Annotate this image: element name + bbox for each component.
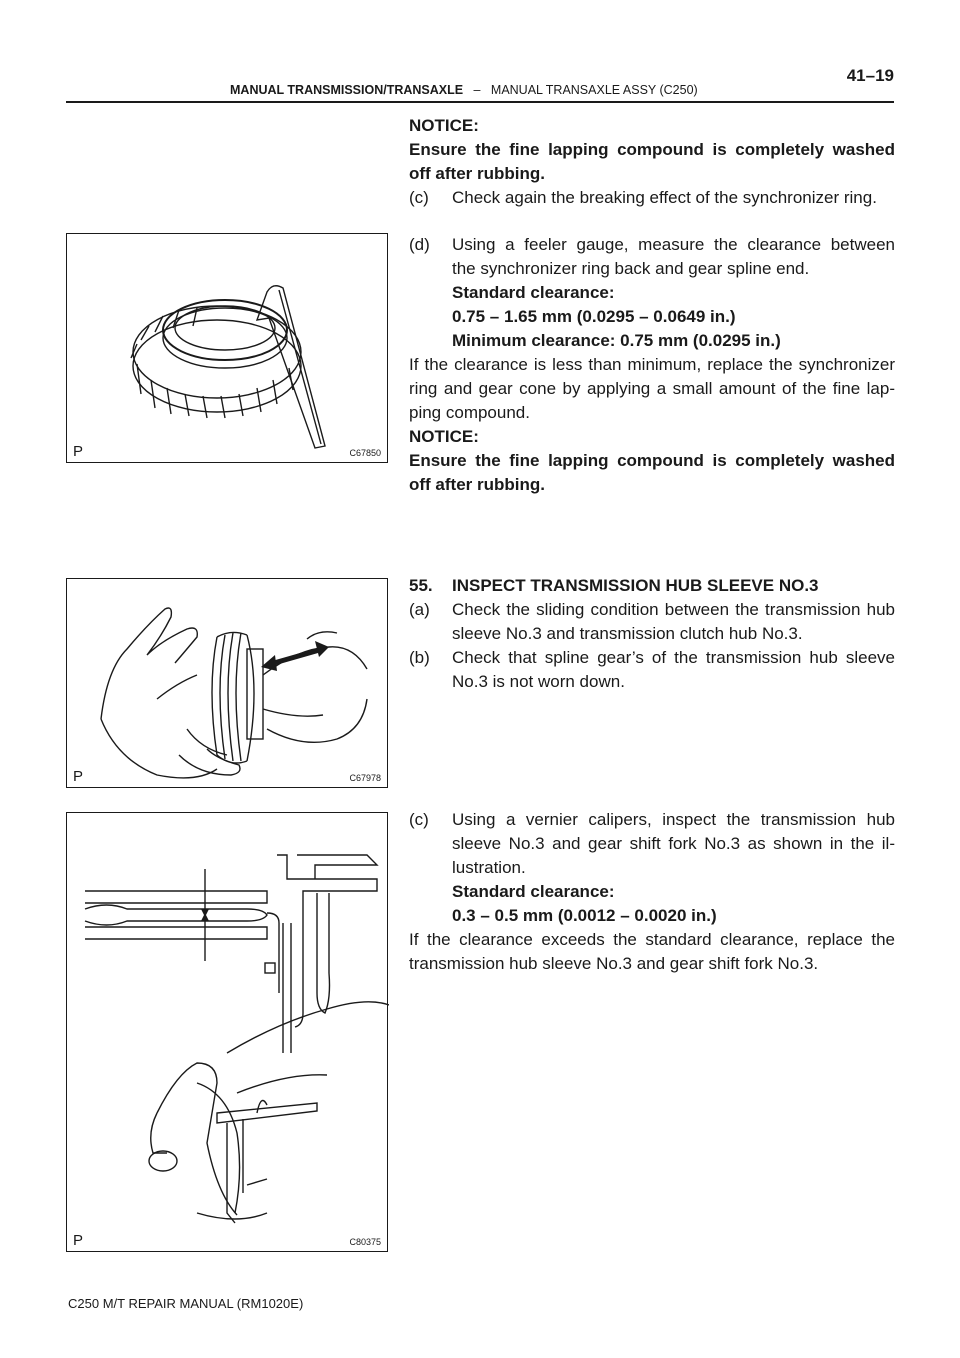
page-number: 41–19 xyxy=(846,66,894,85)
step-c-vernier xyxy=(409,808,895,928)
replace-para-line-2: ring and gear cone by applying a small amount of the fine lap- xyxy=(409,379,895,398)
step-c-synchronizer xyxy=(409,186,895,210)
step-c2-line-1: Using a vernier calipers, inspect the transmission hub xyxy=(452,810,895,829)
notice-1-line-1: Ensure the fine lapping compound is completely washed xyxy=(409,140,895,159)
header-section: MANUAL TRANSMISSION/TRANSAXLE xyxy=(230,83,464,97)
replace-para-line-1: If the clearance is less than minimum, replace the synchronizer xyxy=(409,355,895,374)
figure-1-marker: P xyxy=(73,443,84,460)
section-55-text: INSPECT TRANSMISSION HUB SLEEVE NO.3 xyxy=(452,576,819,595)
text-block-4 xyxy=(409,808,895,976)
header-rule xyxy=(66,101,894,103)
step-a-line-1: Check the sliding condition between the transmission hub xyxy=(452,600,895,619)
notice-label-1: NOTICE: xyxy=(409,116,479,135)
standard-clearance-label-2: Standard clearance: xyxy=(452,882,615,901)
step-a-sliding xyxy=(409,598,895,646)
step-b-spline xyxy=(409,646,895,694)
standard-clearance-value-2: 0.3 – 0.5 mm (0.0012 – 0.0020 in.) xyxy=(452,906,717,925)
step-b-line-2: No.3 is not worn down. xyxy=(452,672,625,691)
step-a-line-2: sleeve No.3 and transmission clutch hub No.3. xyxy=(452,624,803,643)
text-block-1 xyxy=(409,114,895,210)
step-d-label: (d) xyxy=(409,235,430,254)
step-c2-line-3: lustration. xyxy=(452,858,526,877)
figure-vernier-caliper xyxy=(66,812,388,1252)
hub-sleeve-hands-illustration xyxy=(67,579,389,789)
vernier-caliper-illustration xyxy=(67,813,389,1253)
text-block-3 xyxy=(409,574,895,694)
running-header xyxy=(230,83,698,97)
replace-para-line-3: ping compound. xyxy=(409,403,530,422)
notice-2-line-2: off after rubbing. xyxy=(409,475,545,494)
figure-feeler-gauge xyxy=(66,233,388,463)
step-c-label: (c) xyxy=(409,188,429,207)
text-block-2 xyxy=(409,233,895,497)
step-d-feeler xyxy=(409,233,895,353)
step-b-line-1: Check that spline gear’s of the transmission hub sleeve xyxy=(452,648,895,667)
notice-2-line-1: Ensure the fine lapping compound is completely washed xyxy=(409,451,895,470)
step-d-line-1: Using a feeler gauge, measure the clearance between xyxy=(452,235,895,254)
figure-2-marker: P xyxy=(73,768,84,785)
step-d-line-2: the synchronizer ring back and gear spline end. xyxy=(452,259,810,278)
figure-3-marker: P xyxy=(73,1232,84,1249)
exceed-para-line-2: transmission hub sleeve No.3 and gear shift fork No.3. xyxy=(409,954,819,973)
section-55-number: 55. xyxy=(409,576,433,595)
figure-3-code: C80375 xyxy=(349,1237,381,1247)
standard-clearance-value-1: 0.75 – 1.65 mm (0.0295 – 0.0649 in.) xyxy=(452,307,736,326)
step-c-text: Check again the breaking effect of the synchronizer ring. xyxy=(452,188,877,207)
figure-hub-sleeve-hands xyxy=(66,578,388,788)
figure-1-code: C67850 xyxy=(349,448,381,458)
minimum-clearance-value: Minimum clearance: 0.75 mm (0.0295 in.) xyxy=(452,331,781,350)
notice-1-line-2: off after rubbing. xyxy=(409,164,545,183)
figure-2-code: C67978 xyxy=(349,773,381,783)
step-a-label: (a) xyxy=(409,600,430,619)
header-subsection: MANUAL TRANSAXLE ASSY (C250) xyxy=(490,83,698,97)
section-55-title xyxy=(409,574,895,598)
exceed-para-line-1: If the clearance exceeds the standard clearance, replace the xyxy=(409,930,895,949)
standard-clearance-label-1: Standard clearance: xyxy=(452,283,615,302)
step-c2-line-2: sleeve No.3 and gear shift fork No.3 as shown in the il- xyxy=(452,834,895,853)
page-footer: C250 M/T REPAIR MANUAL (RM1020E) xyxy=(68,1296,304,1311)
feeler-gauge-illustration xyxy=(67,234,389,464)
step-b-label: (b) xyxy=(409,648,430,667)
notice-label-2: NOTICE: xyxy=(409,427,479,446)
header-separator: – xyxy=(473,83,481,97)
step-c2-label: (c) xyxy=(409,810,429,829)
